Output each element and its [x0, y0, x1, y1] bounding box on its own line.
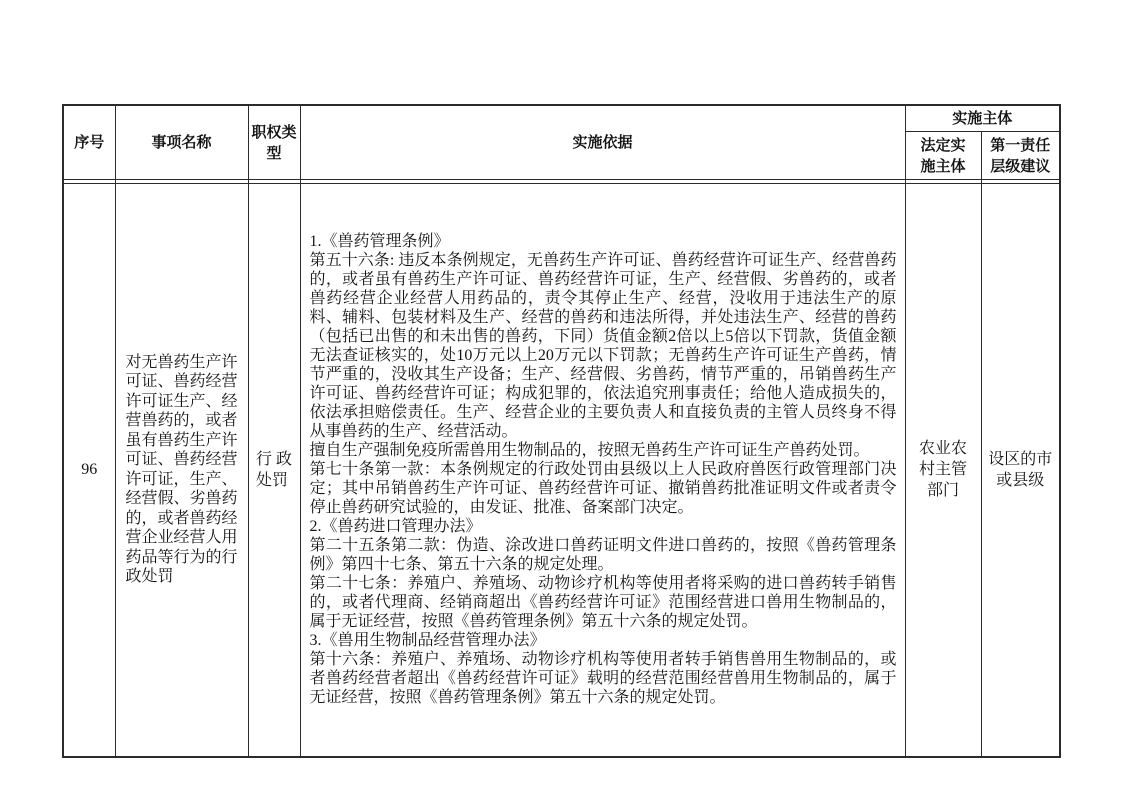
basis-paragraph: 第二十七条：养殖户、养殖场、动物诊疗机构等使用者将采购的进口兽药转手销售的，或者代理商、经销商超出《兽药经营许可证》范围经营进口兽用生物制品的，属于无证经营，按照《兽药管理条例》第五十六条的规定处罚。	[309, 575, 897, 631]
cell-responsibility-level-label: 设区的市或县级	[988, 450, 1053, 489]
column-header-authority-type	[248, 105, 300, 180]
column-header-serial: 序号	[63, 105, 115, 180]
basis-paragraph: 擅自生产强制免疫所需兽用生物制品的，按照无兽药生产许可证生产兽药处罚。	[309, 442, 870, 460]
header-row-group	[63, 105, 1060, 132]
column-header-subject-group: 实施主体	[905, 105, 1060, 132]
basis-paragraph: 3.《兽用生物制品经营管理办法》	[309, 632, 546, 650]
cell-responsibility-level	[981, 184, 1060, 757]
table-row	[63, 184, 1060, 757]
column-header-legal-subject	[905, 132, 981, 180]
cell-authority-type	[248, 184, 300, 757]
column-header-responsibility-level-label: 第一责任层级建议	[990, 136, 1051, 175]
basis-paragraph: 1.《兽药管理条例》	[309, 233, 450, 251]
cell-implementation-basis	[300, 184, 905, 757]
column-header-item-name: 事项名称	[115, 105, 248, 180]
basis-paragraph: 第七十条第一款：本条例规定的行政处罚由县级以上人民政府兽医行政管理部门决定；其中吊销兽药生产许可证、兽药经营许可证、撤销兽药批准证明文件或者责令停止兽药研究试验的，由发证、批准、备案部门决定。	[309, 461, 897, 517]
basis-paragraph: 第二十五条第二款：伪造、涂改进口兽药证明文件进口兽药的，按照《兽药管理条例》第四十七条、第五十六条的规定处理。	[309, 537, 897, 574]
authority-matrix-table	[62, 104, 1061, 758]
cell-authority-type-label: 行政处罚	[256, 450, 292, 489]
column-header-authority-type-label: 职权类型	[251, 123, 297, 162]
column-header-responsibility-level	[981, 132, 1060, 180]
basis-paragraph: 2.《兽药进口管理办法》	[309, 518, 482, 536]
column-header-legal-subject-label: 法定实施主体	[920, 136, 966, 175]
cell-serial-number: 96	[63, 184, 115, 757]
basis-paragraph: 第十六条：养殖户、养殖场、动物诊疗机构等使用者转手销售兽用生物制品的，或者兽药经营者超出《兽药经营许可证》载明的经营范围经营兽用生物制品的，属于无证经营，按照《兽药管理条例》第五十六条的规定处罚。	[309, 651, 897, 707]
cell-item-name: 对无兽药生产许可证、兽药经营许可证生产、经营兽药的，或者虽有兽药生产许可证、兽药经营许可证，生产、经营假、劣兽药的，或者兽药经营企业经营人用药品等行为的行政处罚	[115, 184, 248, 757]
cell-legal-subject-label: 农业农村主管部门	[918, 440, 967, 500]
column-header-basis: 实施依据	[300, 105, 905, 180]
basis-paragraph: 第五十六条: 违反本条例规定，无兽药生产许可证、兽药经营许可证生产、经营兽药的，或者虽有兽药生产许可证、兽药经营许可证，生产、经营假、劣兽药的，或者兽药经营企业经营人用药品的，责令其停止生产、经营，没收用于违法生产的原料、辅料、包装材料及生产、经营的兽药和违法所得，并处违法生产、经营的兽药（包括已出售的和未出售的兽药，下同）货值金额2倍以上5倍以下罚款，货值金额无法查证核实的，处10万元以上20万元以下罚款；无兽药生产许可证生产兽药，情节严重的，没收其生产设备；生产、经营假、劣兽药，情节严重的，吊销兽药生产许可证、兽药经营许可证；构成犯罪的，依法追究刑事责任；给他人造成损失的，依法承担赔偿责任。生产、经营企业的主要负责人和直接负责的主管人员终身不得从事兽药的生产、经营活动。	[309, 252, 897, 441]
cell-legal-subject	[905, 184, 981, 757]
